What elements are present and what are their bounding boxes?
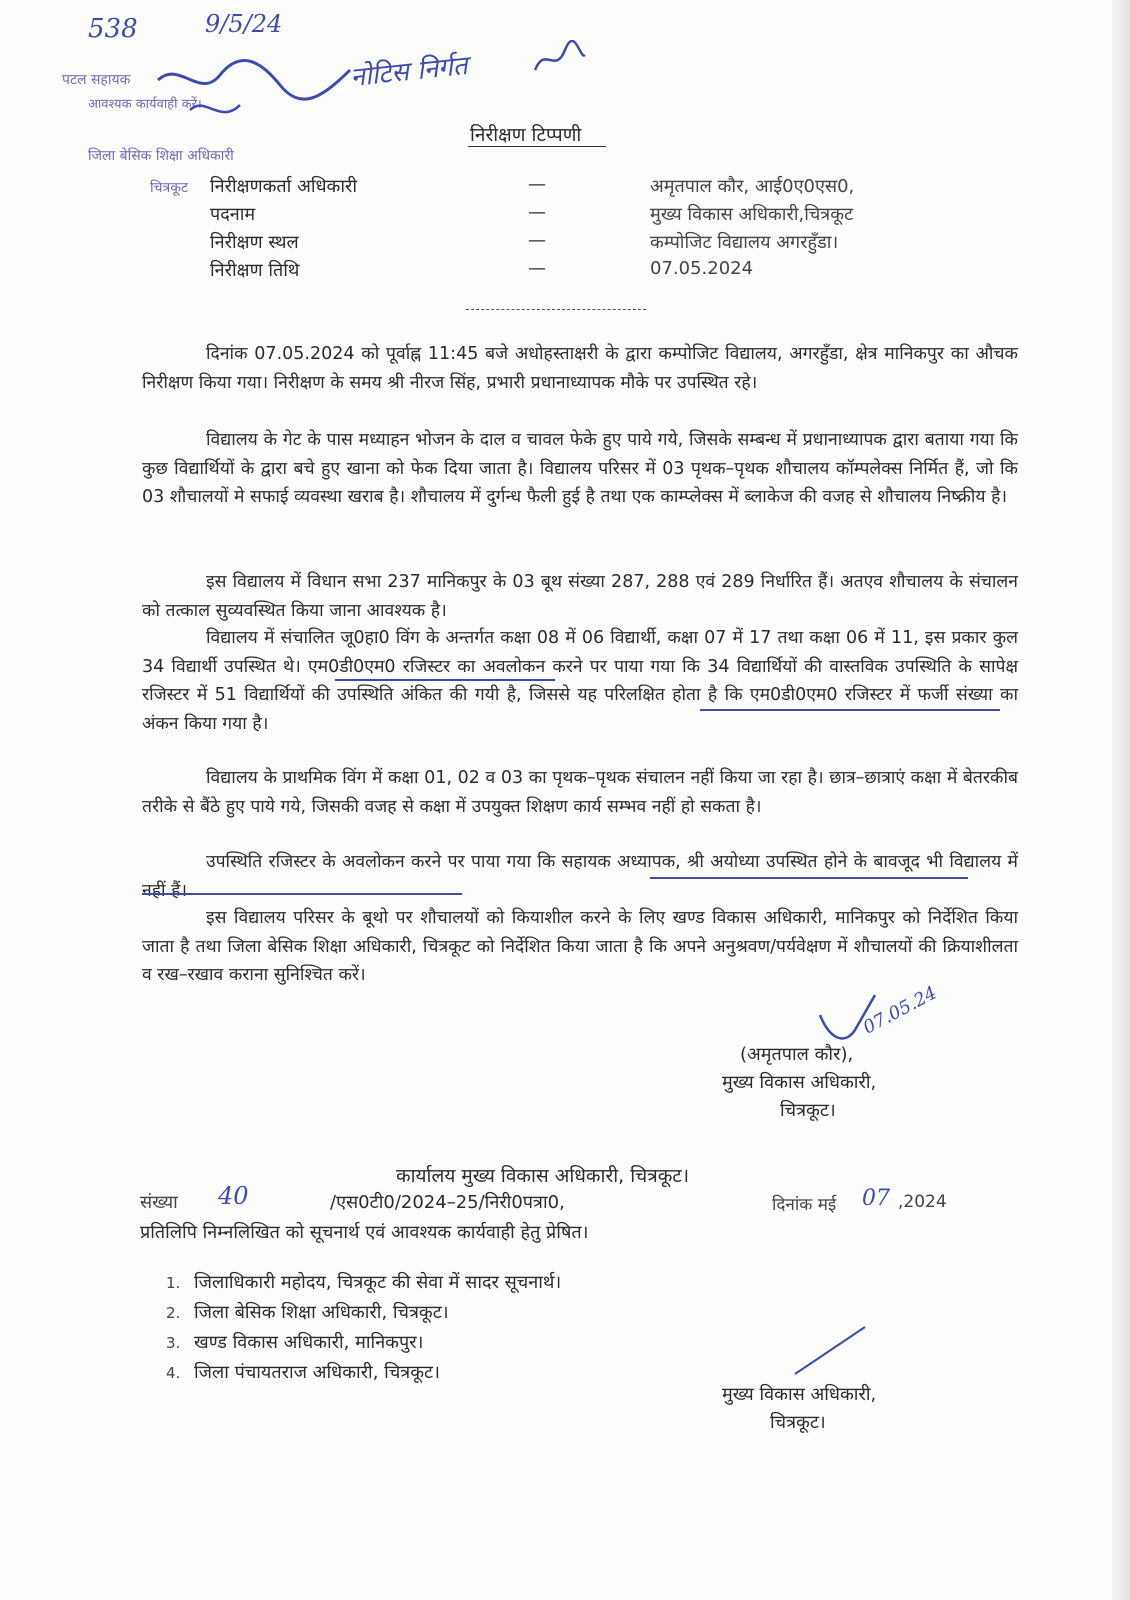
header-rule [466, 309, 646, 310]
signatory-name: (अमृतपाल कौर), [740, 1044, 854, 1065]
header-value: मुख्य विकास अधिकारी,चित्रकूट [650, 204, 854, 225]
body-paragraph-4: विद्यालय में संचालित जू0हा0 विंग के अन्तर्गत कक्षा 08 में 06 विद्यार्थी, कक्षा 07 में 17 तथा कक्षा 06 में 11, इस प्रकार कुल 34 विद्यार्थी उपस्थित थे। एम0डी0एम0 रजिस्टर का अवलोकन करने पर पाया गया कि 34 विद्यार्थियों की वास्तविक उपस्थिति के सापेक्ष रजिस्टर में 51 विद्यार्थियों की उपस्थिति अंकित की गयी है, जिससे यह परिलक्षित होता है कि एम0डी0एम0 रजिस्टर में फर्जी संख्या का अंकन किया गया है। [142, 628, 1018, 734]
stamp-signature [150, 40, 360, 130]
header-dash: — [528, 202, 546, 223]
list-item: 3. खण्ड विकास अधिकारी, मानिकपुर। [166, 1332, 424, 1353]
body-paragraph-5: विद्यालय के प्राथमिक विंग में कक्षा 01, 02 व 03 का पृथक–पृथक संचालन नहीं किया जा रहा है। छात्र–छात्राएं कक्षा में बेतरकीब तरीके से बैंठे हुए पाये गये, जिसकी वजह से कक्षा में उपयुक्त शिक्षण कार्य सम्भव नहीं हो सकता है। [142, 768, 1018, 817]
stamp-date: 9/5/24 [205, 10, 283, 38]
signatory-designation: मुख्य विकास अधिकारी, [722, 1072, 877, 1093]
second-signature [790, 1322, 870, 1382]
pen-underline [335, 679, 555, 681]
stamp-line2: आवश्यक कार्यवाही करें। [88, 97, 202, 112]
stamp-line4: चित्रकूट [150, 180, 189, 196]
header-label: निरीक्षण स्थल [210, 232, 299, 253]
list-item: 1. जिलाधिकारी महोदय, चित्रकूट की सेवा में सादर सूचनार्थ। [166, 1272, 562, 1293]
copy-list [166, 1268, 561, 1388]
pen-underline [650, 877, 968, 879]
list-item: 4. जिला पंचायतराज अधिकारी, चित्रकूट। [166, 1362, 440, 1383]
ref-date-prefix: दिनांक मई [772, 1195, 837, 1215]
stamp-number: 538 [88, 14, 138, 44]
ref-date-day: 07 [862, 1186, 890, 1211]
signatory2-designation: मुख्य विकास अधिकारी, [722, 1384, 877, 1405]
header-dash: — [528, 230, 546, 251]
signatory2-place: चित्रकूट। [770, 1412, 826, 1433]
body-paragraph-7: इस विद्यालय परिसर के बूथो पर शौचालयों को कियाशील करने के लिए खण्ड विकास अधिकारी, मानिकपुर को निर्देशित किया जाता है तथा जिला बेसिक शिक्षा अधिकारी, चित्रकूट को निर्देशित किया जाता है कि अपने अनुश्रवण/पर्यवेक्षण में शौचालयों की क्रियाशीलता व रख–रखाव कराना सुनिश्चित करें। [142, 908, 1018, 985]
ref-date-suffix: ,2024 [898, 1192, 947, 1212]
ref-suffix: /एस0टी0/2024–25/निरी0पत्रा0, [330, 1192, 565, 1213]
page-edge [1112, 0, 1130, 1600]
header-value: 07.05.2024 [650, 258, 754, 279]
header-label: निरीक्षण तिथि [210, 260, 300, 281]
body-paragraph-6: उपस्थिति रजिस्टर के अवलोकन करने पर पाया गया कि सहायक अध्यापक, श्री अयोध्या उपस्थित होने के बावजूद भी विद्यालय में नहीं हैं। [142, 852, 1018, 901]
office-heading: कार्यालय मुख्य विकास अधिकारी, चित्रकूट। [396, 1165, 690, 1187]
pen-underline [142, 893, 462, 895]
header-label: पदनाम [210, 204, 256, 225]
copy-intro: प्रतिलिपि निम्नलिखित को सूचनार्थ एवं आवश्यक कार्यवाही हेतु प्रेषित। [140, 1222, 589, 1243]
header-value: कम्पोजिट विद्यालय अगरहुँडा। [650, 232, 839, 253]
header-dash: — [528, 174, 546, 195]
body-paragraph-2: विद्यालय के गेट के पास मध्याहन भोजन के दाल व चावल फेके हुए पाये गये, जिसके सम्बन्ध में प्रधानाध्यापक द्वारा बताया गया कि कुछ विद्यार्थियों के द्वारा बचे हुए खाना को फेक दिया जाता है। विद्यालय परिसर में 03 पृथक–पृथक शौचालय कॉम्पलेक्स निर्मित हैं, जो कि 03 शौचालयों मे सफाई व्यवस्था खराब है। शौचालय में दुर्गन्ध फैली हुई है तथा एक काम्प्लेक्स में ब्लाकेज की वजह से शौचालय निष्क्रीय है। [142, 430, 1018, 507]
document-title: निरीक्षण टिप्पणी [470, 124, 582, 146]
header-value: अमृतपाल कौर, आई0ए0एस0, [650, 176, 855, 197]
header-label: निरीक्षणकर्ता अधिकारी [210, 176, 358, 197]
stamp-line1: पटल सहायक [62, 72, 131, 88]
ref-prefix: संख्या [140, 1192, 178, 1213]
stamp-line3: जिला बेसिक शिक्षा अधिकारी [88, 148, 234, 164]
body-paragraph-1: दिनांक 07.05.2024 को पूर्वाह्न 11:45 बजे अधोहस्ताक्षरी के द्वारा कम्पोजिट विद्यालय, अगरहुँडा, क्षेत्र मानिकपुर का औचक निरीक्षण किया गया। निरीक्षण के समय श्री नीरज सिंह, प्रभारी प्रधानाध्यापक मौके पर उपस्थित रहे। [142, 344, 1018, 393]
ref-number: 40 [218, 1182, 249, 1210]
handwritten-note: नोटिस निर्गत [348, 50, 469, 94]
pen-underline [700, 709, 1000, 711]
body-paragraph-3: इस विद्यालय में विधान सभा 237 मानिकपुर के 03 बूथ संख्या 287, 288 एवं 289 निर्धारित हैं। अतएव शौचालय के संचालन को तत्काल सुव्यवस्थित किया जाना आवश्यक है। [142, 572, 1018, 621]
signature-date: 07.05.24 [859, 982, 941, 1039]
header-dash: — [528, 258, 546, 279]
signatory-place: चित्रकूट। [780, 1100, 836, 1121]
note-scribble [530, 40, 590, 80]
list-item: 2. जिला बेसिक शिक्षा अधिकारी, चित्रकूट। [166, 1302, 449, 1323]
title-underline [468, 146, 606, 147]
